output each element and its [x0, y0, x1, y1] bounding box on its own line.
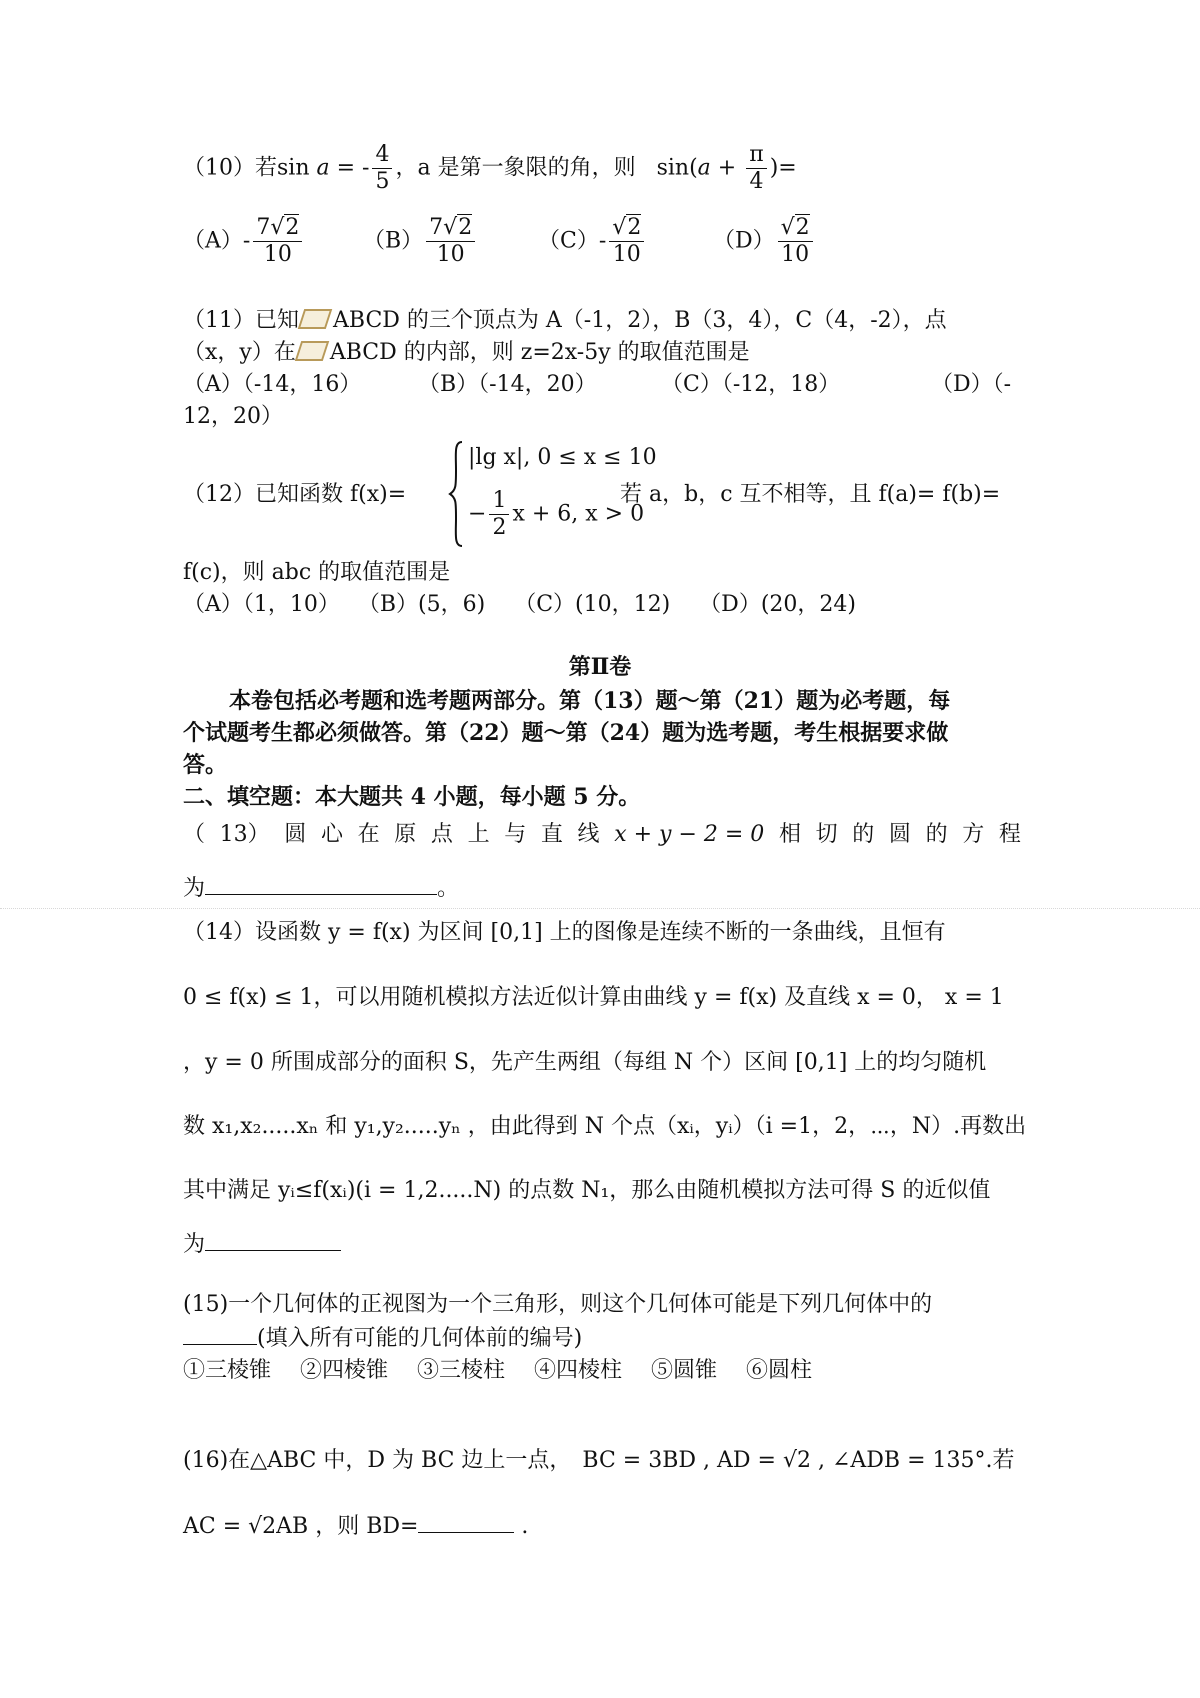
q11-option-a: （A）（-14，16）	[183, 372, 362, 397]
q13-word: 与	[504, 822, 527, 847]
q11-option-c: （C）（-12，18）	[661, 372, 841, 397]
q13-word: 在	[357, 822, 380, 847]
q11-option-d: （D）（-	[931, 372, 1012, 397]
q12-case2-rest: x + 6, x > 0	[512, 501, 645, 527]
q14-line1: （14）设函数 y = f(x) 为区间 [0,1] 上的图像是连续不断的一条曲线，且恒有	[183, 920, 946, 945]
q13-word: 原	[394, 822, 417, 847]
q11-option-d-cont: 12，20）	[183, 404, 283, 429]
q13-line2-prefix: 为	[183, 876, 206, 901]
parallelogram-icon	[298, 309, 332, 329]
q10-mid: ，a 是第一象限的角，则	[395, 155, 636, 181]
q11-line1	[183, 306, 947, 336]
q12-case2-sign: −	[468, 501, 487, 527]
q10-pi-den: 4	[746, 168, 766, 195]
option-den: 10	[426, 241, 475, 268]
option-fraction: $\frac{7√2}{10}$	[253, 215, 302, 268]
q10-a: a	[316, 155, 330, 181]
q16-line2-prefix: AC = √2AB ，则 BD=	[183, 1514, 419, 1539]
q13-word: 心	[320, 822, 343, 847]
option-label: （C）	[538, 228, 599, 254]
q13-word: 上	[467, 822, 490, 847]
page-divider	[0, 908, 1200, 909]
q11-line2b: ABCD 的内部，则 z=2x-5y 的取值范围是	[329, 340, 750, 365]
q10-sin-expr: sin(	[656, 155, 698, 181]
q13-word: 方	[962, 822, 985, 847]
q14-line2: 0 ≤ f(x) ≤ 1，可以用随机模拟方法近似计算由曲线 y = f(x) 及直线 x = 0， x = 1	[183, 985, 1004, 1010]
q13-word: 相	[778, 822, 801, 847]
q12-case1: |lg x|, 0 ≤ x ≤ 10	[468, 445, 657, 470]
q10-option-b	[363, 215, 478, 268]
q10-plus: +	[710, 155, 744, 181]
q13-word: 的	[852, 822, 875, 847]
q13-line1	[183, 820, 1021, 850]
answer-blank[interactable]	[183, 1322, 257, 1345]
q10-frac-num: 4	[375, 142, 390, 167]
q10-prefix: （10）若	[183, 155, 277, 181]
q14-line6	[183, 1228, 341, 1260]
piecewise-brace-icon	[448, 440, 464, 548]
fill-heading: 二、填空题：本大题共 4 小题，每小题 5 分。	[183, 784, 641, 810]
q15-line2-suffix: (填入所有可能的几何体前的编号)	[257, 1326, 583, 1351]
q12-case2-den: 2	[489, 514, 509, 541]
q10-sin: sin	[277, 155, 310, 181]
option-fraction: $\frac{√2}{10}$	[609, 215, 644, 268]
q16-line2	[183, 1510, 528, 1542]
q12-suffix: 若 a，b，c 互不相等，且 f(a)= f(b)=	[620, 482, 1001, 507]
option-label: （A）	[183, 228, 243, 254]
option-sign: -	[242, 228, 251, 254]
q15-options: ①三棱锥 ②四棱锥 ③三棱柱 ④四棱柱 ⑤圆锥 ⑥圆柱	[183, 1358, 812, 1383]
q11-line2	[183, 338, 750, 368]
q13-word: 13）	[219, 822, 270, 847]
q12-options: （A）（1，10） （B）(5，6) （C）(10，12) （D）(20，24)	[183, 592, 856, 617]
q13-word: 圆	[888, 822, 911, 847]
q10-eq: = -	[329, 155, 370, 181]
q13-word: 切	[815, 822, 838, 847]
q11-line1a: （11）已知	[183, 308, 299, 333]
q13-line2	[183, 872, 459, 904]
q13-equation: x + y − 2 = 0	[614, 822, 765, 847]
option-radicand: 2	[795, 215, 810, 240]
option-fraction: $\frac{√2}{10}$	[778, 215, 813, 268]
q10-end: )=	[769, 155, 797, 181]
option-label: （D）	[713, 228, 775, 254]
q12-case2	[468, 488, 644, 541]
q14-line4: 数 x₁,x₂.....xₙ 和 y₁,y₂.....yₙ ，由此得到 N 个点（xᵢ，yᵢ）（i =1，2，⋯，N）.再数出	[183, 1114, 1027, 1139]
q14-line3: ，y = 0 所围成部分的面积 S，先产生两组（每组 N 个）区间 [0,1] 上的均匀随机	[183, 1050, 987, 1075]
option-radicand: 2	[285, 215, 300, 240]
option-radicand: 2	[627, 215, 642, 240]
parallelogram-icon	[295, 341, 329, 361]
option-den: 10	[253, 241, 302, 268]
q13-word: 直	[540, 822, 563, 847]
option-coef: 7	[256, 215, 271, 240]
q16-line2-suffix: .	[514, 1514, 529, 1539]
q13-word: 程	[998, 822, 1021, 847]
answer-blank[interactable]	[418, 1510, 514, 1533]
q14-line5: 其中满足 yᵢ≤f(xᵢ)(i = 1,2.....N) 的点数 N₁，那么由随机模拟方法可得 S 的近似值	[183, 1178, 991, 1203]
q10-a2: a	[697, 155, 711, 181]
q16-line1: (16)在△ABC 中，D 为 BC 边上一点， BC = 3BD , AD = √2 , ∠ADB = 135°.若	[183, 1448, 1015, 1473]
q13-word: （	[183, 822, 206, 847]
q10-pi-num: π	[749, 142, 764, 167]
q15-line1: (15)一个几何体的正视图为一个三角形，则这个几何体可能是下列几何体中的	[183, 1292, 933, 1317]
q13-word: 点	[430, 822, 453, 847]
q10-option-a	[183, 215, 305, 268]
option-sign: -	[598, 228, 607, 254]
q10-option-c	[538, 215, 647, 268]
option-fraction: $\frac{7√2}{10}$	[426, 215, 475, 268]
q12-case2-frac	[489, 488, 509, 541]
q14-line6-prefix: 为	[183, 1232, 206, 1257]
q10-options	[183, 215, 1023, 275]
answer-blank[interactable]	[205, 1228, 341, 1251]
q13-word: 线	[577, 822, 600, 847]
q10-pi-fraction	[746, 142, 766, 195]
q10-fraction	[372, 142, 392, 195]
option-den: 10	[778, 241, 813, 268]
answer-blank[interactable]	[205, 872, 437, 895]
q13-word: 的	[925, 822, 948, 847]
q11-line1b: ABCD 的三个顶点为 A（-1，2），B（3，4），C（4，-2），点	[333, 308, 947, 333]
section-intro-line3: 答。	[183, 752, 228, 778]
option-radicand: 2	[458, 215, 473, 240]
section-intro-line2: 个试题考生都必须做答。第（22）题～第（24）题为选考题，考生根据要求做	[183, 720, 949, 746]
section-intro-line1: 本卷包括必考题和选考题两部分。第（13）题～第（21）题为必考题，每	[229, 688, 951, 714]
q10-stem	[183, 142, 797, 195]
q11-options	[183, 370, 1021, 400]
q11-line2a: （x，y）在	[183, 340, 296, 365]
q12-case2-num: 1	[492, 488, 507, 513]
section-title: 第Ⅱ卷	[568, 654, 632, 680]
q10-frac-den: 5	[372, 168, 392, 195]
q12-line2: f(c)，则 abc 的取值范围是	[183, 560, 451, 585]
q13-word: 圆	[284, 822, 307, 847]
option-coef: 7	[429, 215, 444, 240]
option-den: 10	[609, 241, 644, 268]
option-label: （B）	[363, 228, 424, 254]
q15-line2	[183, 1322, 582, 1354]
q10-option-d	[713, 215, 816, 268]
q12-prefix: （12）已知函数 f(x)=	[183, 482, 407, 507]
q11-option-b: （B）（-14，20）	[418, 372, 597, 397]
q13-line2-suffix: 。	[437, 876, 460, 901]
